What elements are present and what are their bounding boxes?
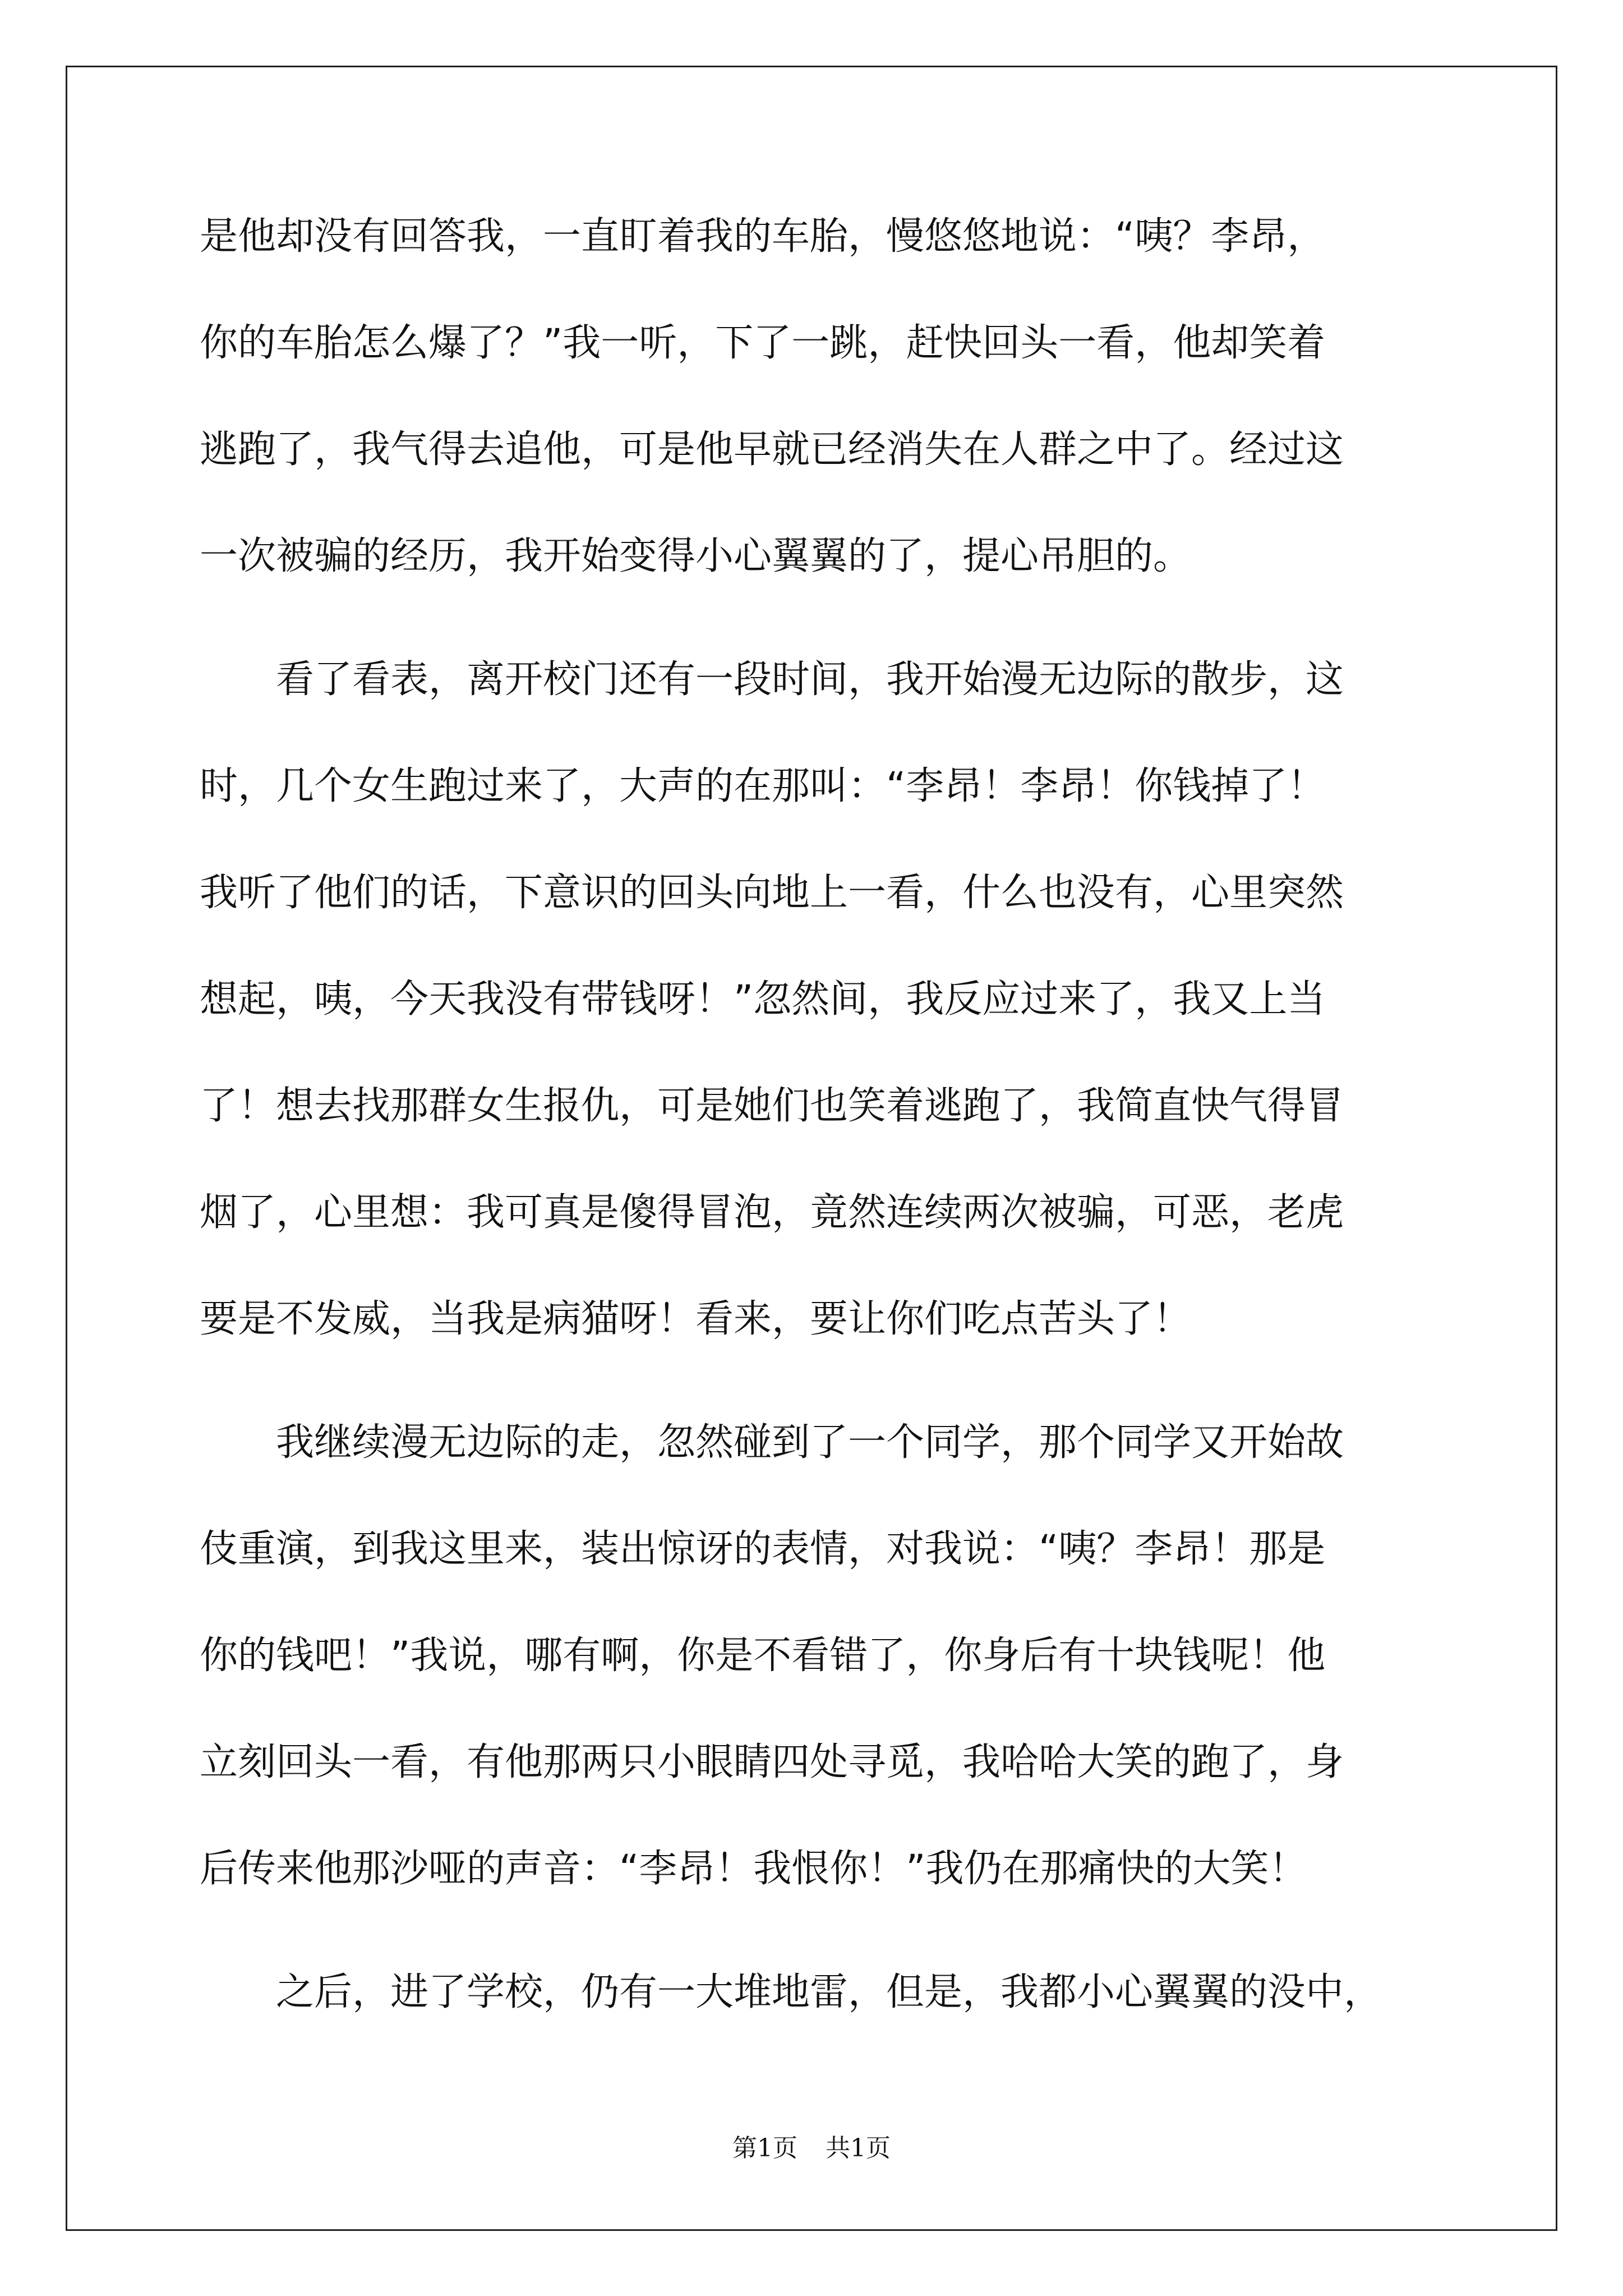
text-line: 我听了他们的话，下意识的回头向地上一看，什么也没有，心里突然 bbox=[200, 871, 1344, 915]
text-line: 伎重演，到我这里来，装出惊讶的表情，对我说：“咦？李昂！那是 bbox=[200, 1527, 1326, 1571]
text-line: 后传来他那沙哑的声音：“李昂！我恨你！”我仍在那痛快的大笑！ bbox=[200, 1847, 1307, 1891]
text-line: 我继续漫无边际的走，忽然碰到了一个同学，那个同学又开始故 bbox=[200, 1420, 1344, 1465]
text-line: 是他却没有回答我，一直盯着我的车胎，慢悠悠地说：“咦？李昂， bbox=[200, 214, 1326, 259]
page-number: 第1页 bbox=[732, 2134, 797, 2162]
text-line: 烟了，心里想：我可真是傻得冒泡，竟然连续两次被骗，可恶，老虎 bbox=[200, 1190, 1344, 1235]
text-line: 了！想去找那群女生报仇，可是她们也笑着逃跑了，我简直快气得冒 bbox=[200, 1084, 1344, 1128]
page-total: 共1页 bbox=[826, 2134, 891, 2162]
text-line: 想起，咦，今天我没有带钱呀！”忽然间，我反应过来了，我又上当 bbox=[200, 977, 1326, 1022]
page-footer bbox=[0, 2132, 1623, 2165]
text-line: 你的车胎怎么爆了？”我一听，下了一跳，赶快回头一看，他却笑着 bbox=[200, 321, 1326, 365]
text-line: 看了看表，离开校门还有一段时间，我开始漫无边际的散步，这 bbox=[200, 657, 1344, 702]
text-line: 你的钱吧！”我说，哪有啊，你是不看错了，你身后有十块钱呢！他 bbox=[200, 1634, 1326, 1678]
text-line: 一次被骗的经历，我开始变得小心翼翼的了，提心吊胆的。 bbox=[200, 534, 1192, 578]
text-line: 时，几个女生跑过来了，大声的在那叫：“李昂！李昂！你钱掉了！ bbox=[200, 764, 1326, 808]
text-line: 立刻回头一看，有他那两只小眼睛四处寻觅，我哈哈大笑的跑了，身 bbox=[200, 1740, 1344, 1784]
text-line: 逃跑了，我气得去追他，可是他早就已经消失在人群之中了。经过这 bbox=[200, 427, 1344, 472]
page-border bbox=[66, 66, 1557, 2231]
text-line: 要是不发威，当我是病猫呀！看来，要让你们吃点苦头了！ bbox=[200, 1297, 1192, 1341]
text-line: 之后，进了学校，仍有一大堆地雷，但是，我都小心翼翼的没中， bbox=[200, 1970, 1382, 2014]
